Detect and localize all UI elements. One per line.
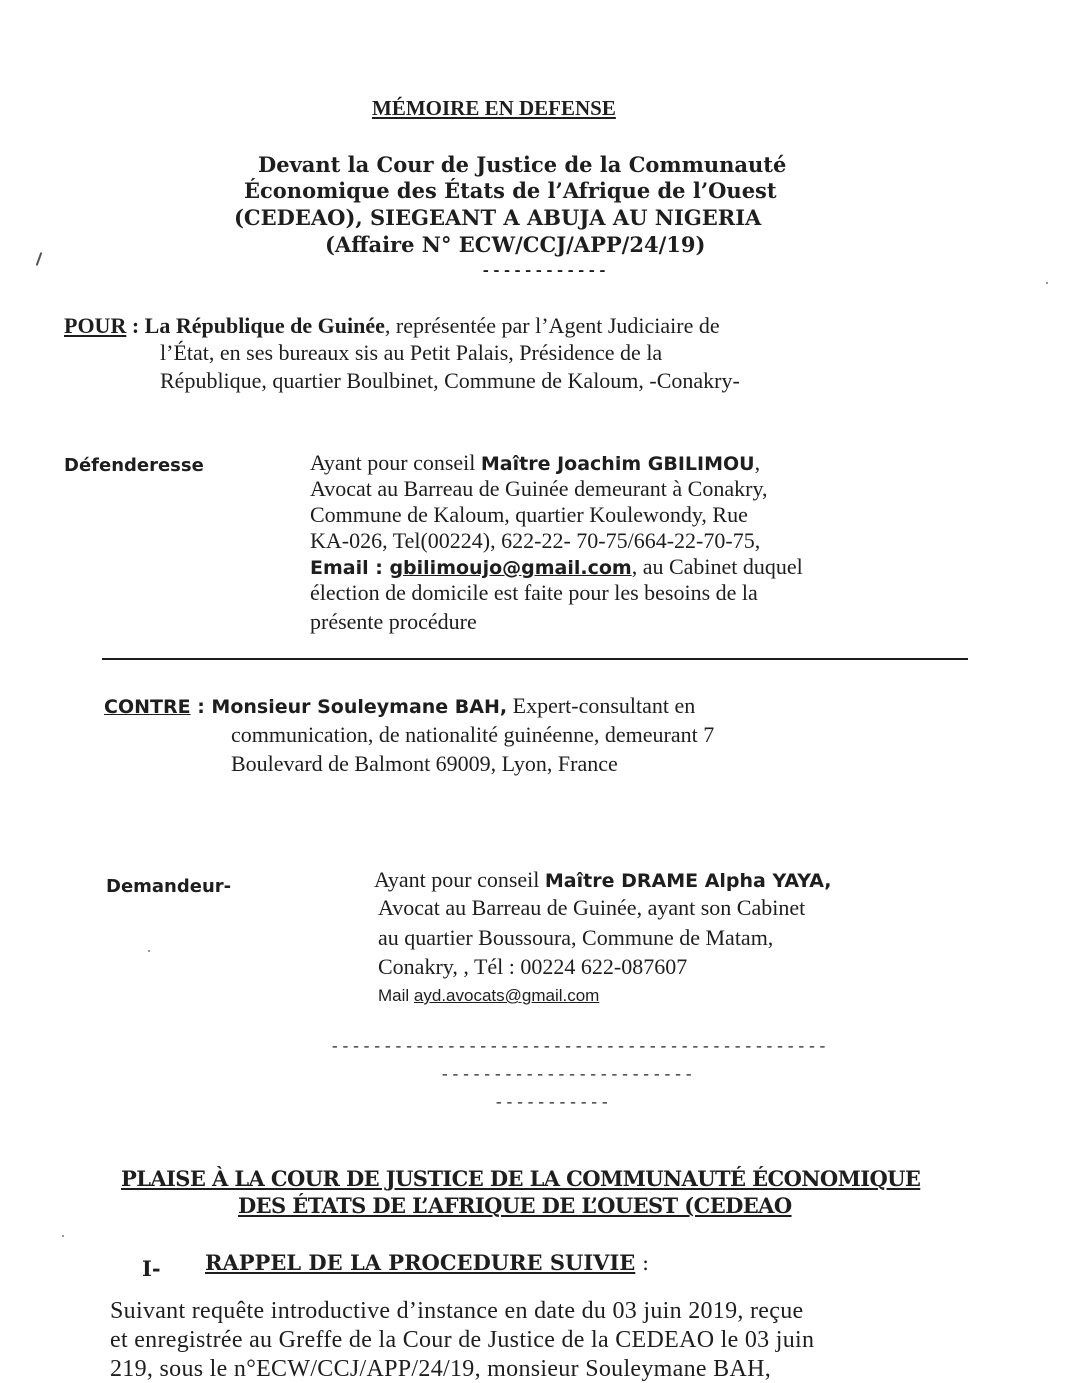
email-label: Email : (310, 557, 390, 579)
demandeur-line-3: au quartier Boussoura, Commune de Matam, (378, 925, 774, 950)
contre-line-1-rest: Expert-consultant en (507, 693, 696, 718)
scan-speck (148, 950, 150, 952)
section-title: RAPPEL DE LA PROCEDURE SUIVIE (205, 1250, 636, 1275)
paragraph-line-2: et enregistrée au Greffe de la Cour de Justice de la CEDEAO le 03 juin (110, 1327, 815, 1353)
defenderesse-line-1 (310, 450, 760, 476)
demandeur-line-4: Conakry, , Tél : 00224 622-087607 (378, 954, 688, 979)
pour-party: La République de Guinée (144, 313, 385, 338)
section-colon: : (635, 1251, 650, 1275)
pour-line-3: République, quartier Boulbinet, Commune de Kaloum, -Conakry- (160, 368, 740, 393)
pour-line-2: l’État, en ses bureaux sis au Petit Palais, Présidence de la (160, 340, 663, 365)
scan-speck (62, 1235, 64, 1237)
defenderesse-counsel-intro: Ayant pour conseil (310, 450, 481, 475)
defenderesse-line-7: présente procédure (310, 609, 477, 634)
defenderesse-line-4: KA-026, Tel(00224), 622-22- 70-75/664-22-70-75, (310, 528, 761, 553)
defenderesse-line-5-rest: , au Cabinet duquel (631, 554, 803, 579)
plaise-line-1: PLAISE À LA COUR DE JUSTICE DE LA COMMUNAUTÉ ÉCONOMIQUE (121, 1166, 921, 1191)
pour-label: POUR (64, 313, 127, 338)
section-heading (205, 1250, 649, 1275)
separator-medium: ------------------------ (440, 1066, 695, 1084)
court-line-1: Devant la Cour de Justice de la Communauté (258, 152, 787, 177)
email-link[interactable]: gbilimoujo@gmail.com (389, 557, 632, 579)
scan-speck (1046, 282, 1048, 284)
pour-line-1-rest: , représentée par l’Agent Judiciaire de (384, 313, 720, 338)
contre-label: CONTRE (104, 696, 191, 718)
paragraph-line-3: 219, sous le n°ECW/CCJ/APP/24/19, monsieur Souleymane BAH, (110, 1356, 772, 1382)
court-separator: ------------ (481, 262, 609, 280)
court-line-3: (CEDEAO), SIEGEANT A ABUJA AU NIGERIA (234, 205, 762, 230)
section-divider (102, 658, 968, 660)
scan-mark (36, 252, 43, 266)
defenderesse-label: Défenderesse (64, 455, 204, 476)
defenderesse-counsel-name: Maître Joachim GBILIMOU (480, 453, 755, 475)
mail-link[interactable]: ayd.avocats@gmail.com (413, 986, 600, 1005)
contre-line-1 (104, 693, 695, 719)
mail-label: Mail (378, 986, 414, 1005)
contre-colon: : (190, 696, 212, 718)
paragraph-line-1: Suivant requête introductive d’instance en date du 03 juin 2019, reçue (110, 1298, 804, 1324)
court-line-2: Économique des États de l’Afrique de l’Ouest (244, 178, 777, 203)
demandeur-label: Demandeur- (106, 876, 232, 897)
pour-colon: : (126, 313, 145, 338)
defenderesse-line-6: élection de domicile est faite pour les besoins de la (310, 580, 758, 605)
section-number: I- (142, 1256, 161, 1281)
contre-party: Monsieur Souleymane BAH, (211, 696, 508, 718)
defenderesse-line-1-end: , (754, 450, 761, 475)
defenderesse-line-5 (310, 554, 803, 580)
document-title: MÉMOIRE EN DEFENSE (372, 96, 616, 120)
separator-long: ----------------------------------------------- (330, 1038, 829, 1056)
demandeur-line-1 (374, 867, 832, 893)
defenderesse-line-3: Commune de Kaloum, quartier Koulewondy, Rue (310, 502, 748, 527)
demandeur-counsel-intro: Ayant pour conseil (374, 867, 545, 892)
separator-short: ----------- (494, 1094, 611, 1112)
defenderesse-line-2: Avocat au Barreau de Guinée demeurant à Conakry, (310, 476, 768, 501)
contre-line-2: communication, de nationalité guinéenne, demeurant 7 (231, 722, 715, 747)
contre-line-3: Boulevard de Balmont 69009, Lyon, France (231, 751, 618, 776)
plaise-line-2: DES ÉTATS DE L’AFRIQUE DE L’OUEST (CEDEAO (238, 1193, 792, 1218)
case-number: (Affaire N° ECW/CCJ/APP/24/19) (325, 232, 706, 257)
demandeur-line-2: Avocat au Barreau de Guinée, ayant son Cabinet (378, 895, 806, 920)
demandeur-counsel-name: Maître DRAME Alpha YAYA, (544, 870, 832, 892)
pour-line-1 (64, 313, 720, 339)
demandeur-mail-line (378, 986, 599, 1006)
